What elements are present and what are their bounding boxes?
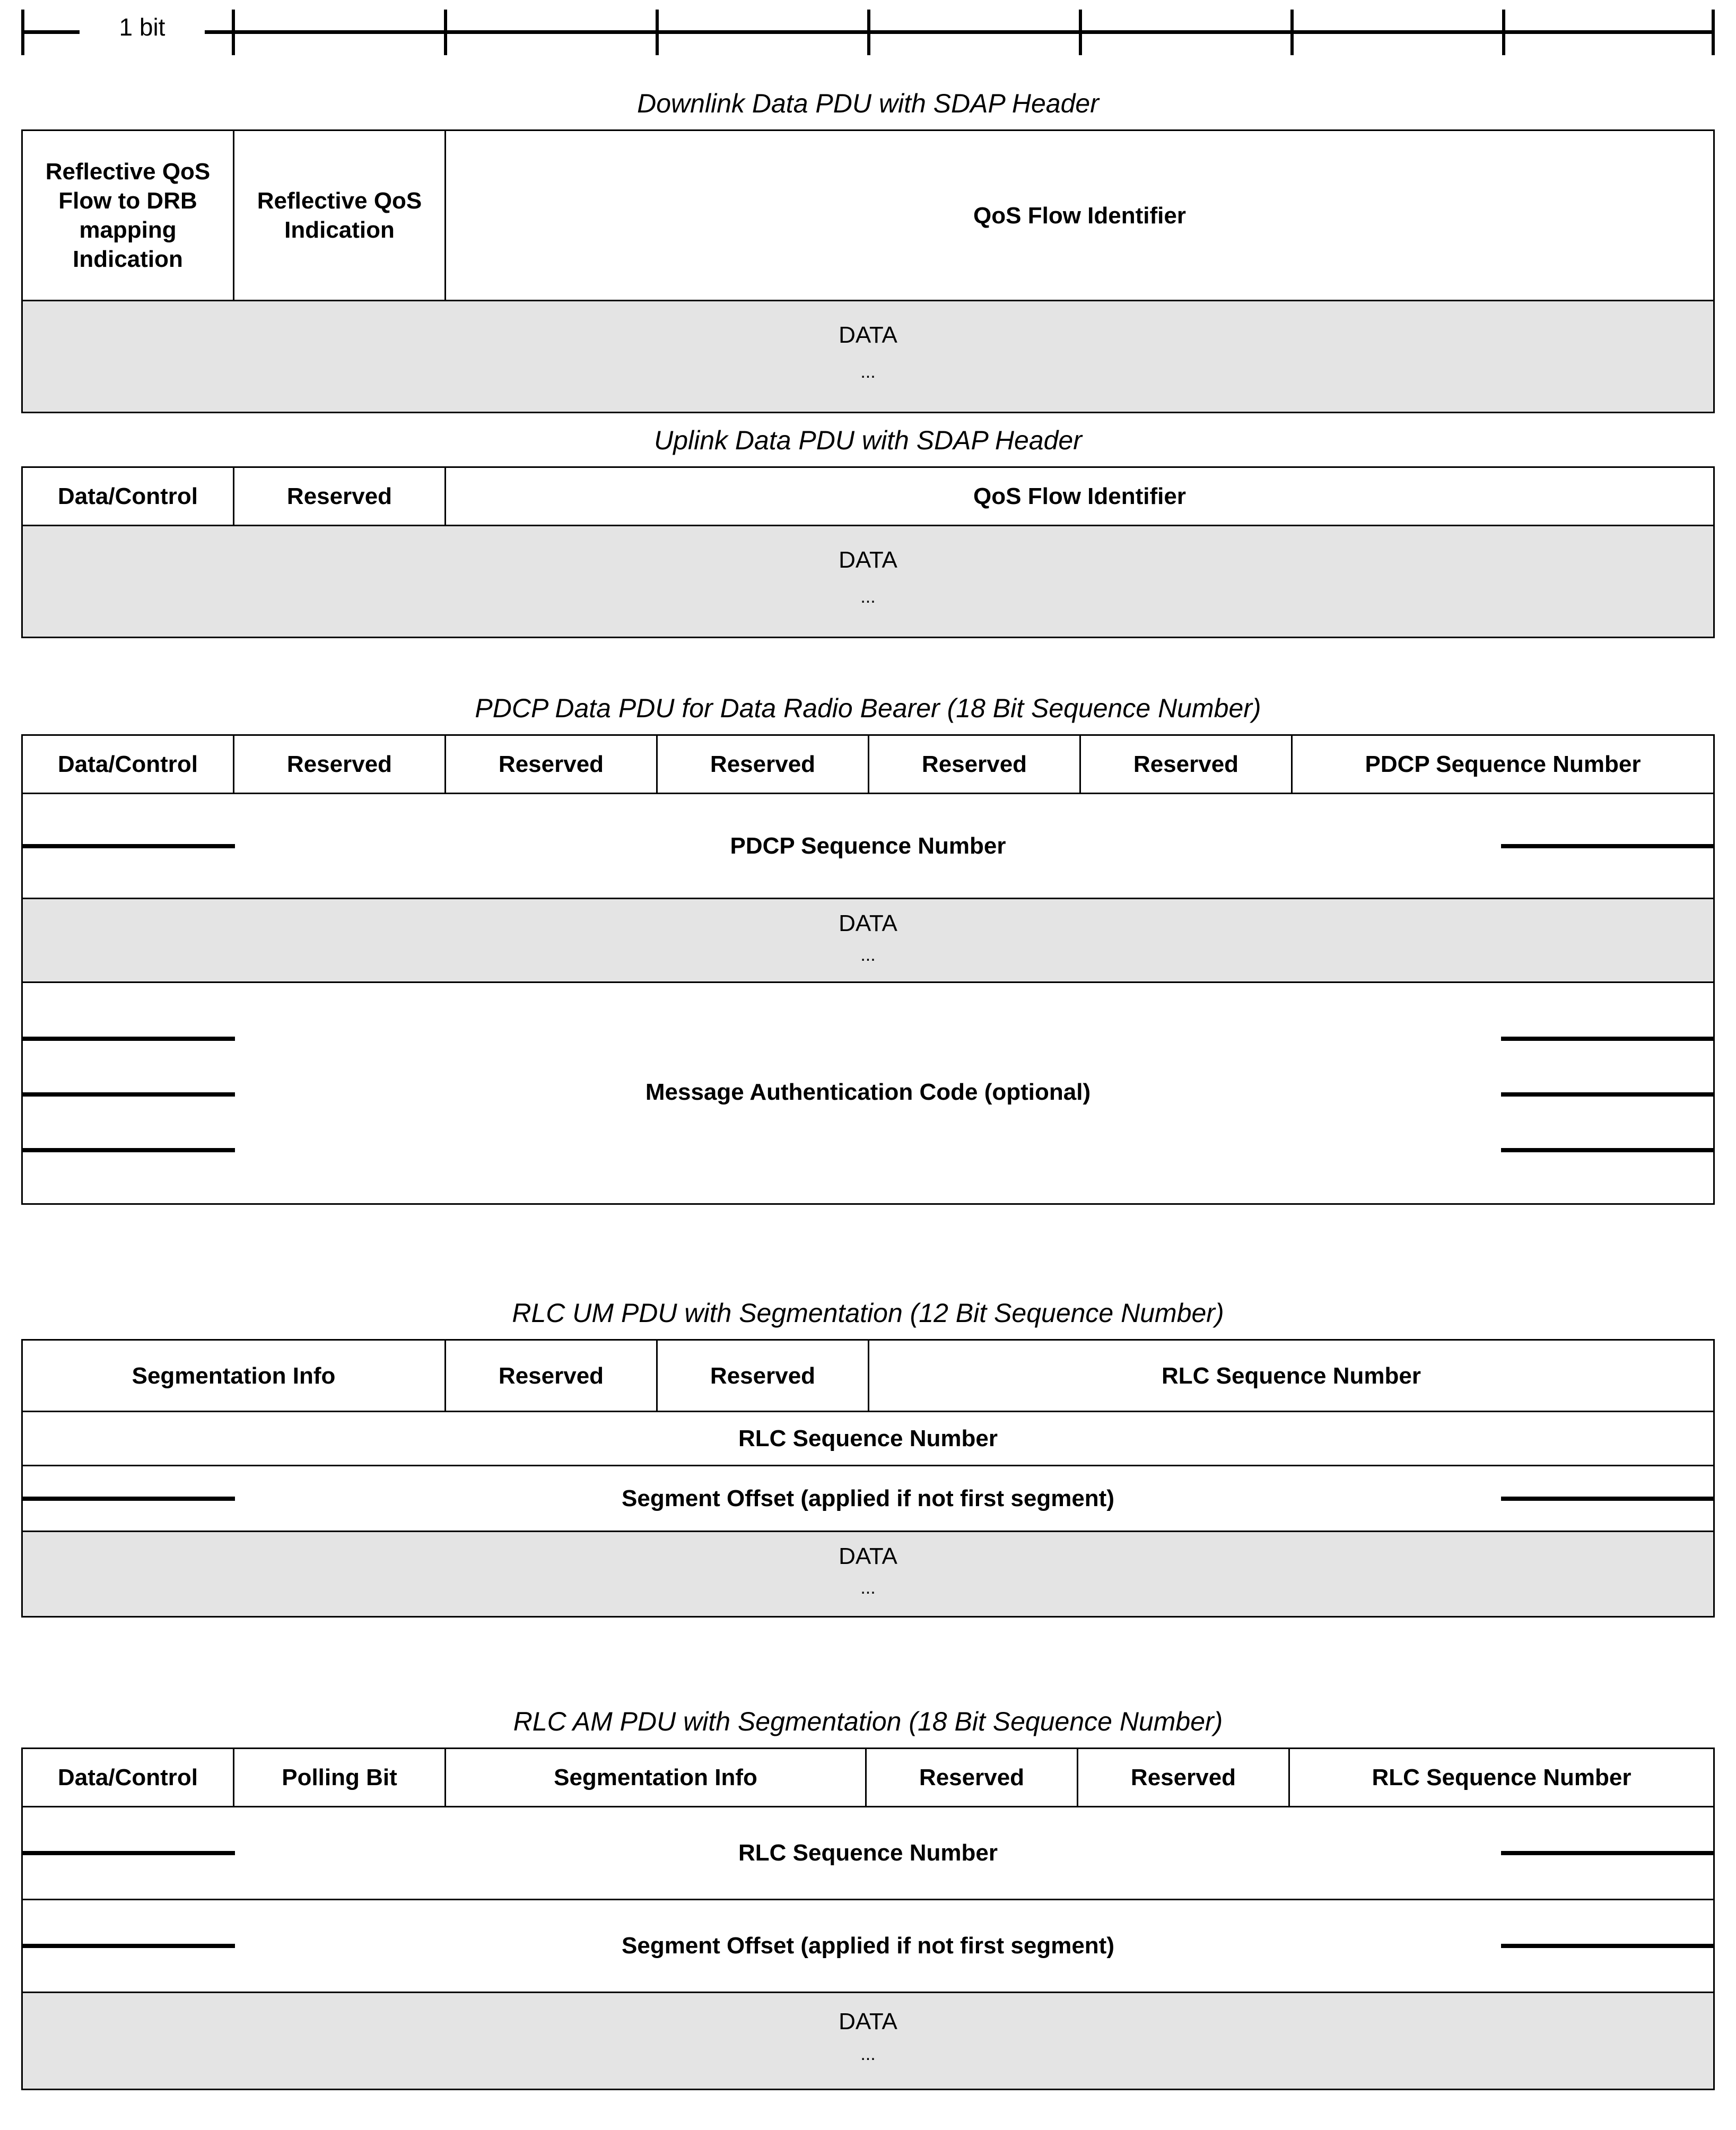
section-title: Uplink Data PDU with SDAP Header: [654, 425, 1082, 455]
field-cell: Segmentation Info: [23, 1341, 446, 1411]
field-cell: Reserved: [658, 1341, 869, 1411]
field-cell: Reserved: [867, 1749, 1078, 1806]
field-cell: Polling Bit: [234, 1749, 446, 1806]
field-label: Segment Offset (applied if not first segment): [622, 1485, 1114, 1511]
field-cell: Reflective QoS Indication: [234, 131, 446, 300]
pdu-continuation-row: [23, 1412, 1713, 1466]
field-cell: Data/Control: [23, 1749, 234, 1806]
data-label: DATA: [839, 1543, 897, 1569]
pdu-data-row: [23, 1993, 1713, 2089]
field-cell: Segmentation Info: [446, 1749, 867, 1806]
data-ellipsis: ...: [860, 945, 876, 965]
pdu-header-row: [23, 1749, 1713, 1807]
continuation-stub-left: [23, 1497, 235, 1501]
field-label: Message Authentication Code (optional): [645, 1079, 1091, 1105]
field-cell: Reserved: [234, 736, 446, 793]
field-cell: QoS Flow Identifier: [973, 202, 1186, 229]
data-ellipsis: ...: [860, 362, 876, 382]
section-downlink-sdap: [21, 85, 1715, 413]
field-cell: PDCP Sequence Number: [1365, 751, 1641, 777]
section-pdcp-data-pdu: [21, 690, 1715, 1205]
section-title: RLC UM PDU with Segmentation (12 Bit Sequence Number): [512, 1298, 1224, 1328]
pdu-header-row: [23, 131, 1713, 301]
ruler-tick: [867, 10, 870, 55]
field-cell: Reserved: [234, 468, 446, 525]
ruler-tick: [1290, 10, 1294, 55]
data-ellipsis: ...: [860, 587, 876, 607]
continuation-stub-left: [23, 1037, 235, 1041]
field-cell: RLC Sequence Number: [1162, 1362, 1421, 1389]
pdu-header-row: [23, 468, 1713, 526]
ruler-tick: [444, 10, 447, 55]
pdu-header-row: [23, 736, 1713, 794]
section-title: PDCP Data PDU for Data Radio Bearer (18 Bit Sequence Number): [475, 693, 1261, 723]
continuation-stub-right: [1501, 844, 1713, 848]
section-rlc-am-pdu: [21, 1703, 1715, 2090]
data-label: DATA: [839, 910, 897, 936]
continuation-stub-right: [1501, 1148, 1713, 1152]
mac-divider: [23, 1148, 1713, 1152]
continuation-stub-right: [1501, 1851, 1713, 1855]
ruler-tick: [1712, 10, 1715, 55]
ruler-tick: [1502, 10, 1505, 55]
pdu-continuation-row: [23, 1900, 1713, 1993]
pdu-data-row: [23, 526, 1713, 637]
ruler-tick: [21, 10, 24, 55]
field-cell: Data/Control: [23, 736, 234, 793]
field-cell: Reserved: [446, 1341, 658, 1411]
pdu-continuation-row: [23, 794, 1713, 899]
section-title: RLC AM PDU with Segmentation (18 Bit Sequence Number): [513, 1707, 1223, 1736]
pdu-table: [21, 129, 1715, 413]
field-cell: Reserved: [1081, 736, 1293, 793]
mac-divider: [23, 1037, 1713, 1041]
ruler-tick: [1079, 10, 1082, 55]
field-cell: Reserved: [658, 736, 869, 793]
pdu-continuation-row: [23, 1466, 1713, 1532]
bit-ruler: [21, 0, 1715, 58]
data-ellipsis: ...: [860, 2044, 876, 2064]
data-label: DATA: [839, 322, 897, 348]
ruler-tick: [232, 10, 235, 55]
pdu-data-row: [23, 301, 1713, 412]
mac-sub-row: [23, 1150, 1713, 1206]
field-cell: Reserved: [446, 736, 658, 793]
section-rlc-um-pdu: [21, 1294, 1715, 1618]
data-ellipsis: ...: [860, 1578, 876, 1598]
continuation-stub-left: [23, 1944, 235, 1948]
section-uplink-sdap: [21, 422, 1715, 638]
ruler-label: 1 bit: [80, 11, 205, 44]
data-label: DATA: [839, 2009, 897, 2035]
pdu-table: [21, 734, 1715, 1205]
continuation-stub-left: [23, 1851, 235, 1855]
mac-block: [23, 983, 1713, 1203]
pdu-continuation-row: [23, 1807, 1713, 1900]
pdu-data-row: [23, 899, 1713, 983]
pdu-header-row: [23, 1341, 1713, 1412]
field-label: PDCP Sequence Number: [730, 832, 1006, 859]
field-label: RLC Sequence Number: [738, 1425, 998, 1451]
field-cell: Data/Control: [23, 468, 234, 525]
ruler-tick: [656, 10, 659, 55]
mac-sub-row: [23, 983, 1713, 1039]
pdu-table: [21, 466, 1715, 638]
field-cell: Reflective QoS Flow to DRB mapping Indication: [23, 131, 234, 300]
continuation-stub-left: [23, 844, 235, 848]
field-label: RLC Sequence Number: [738, 1840, 998, 1866]
section-title: Downlink Data PDU with SDAP Header: [637, 89, 1099, 118]
continuation-stub-left: [23, 1148, 235, 1152]
field-cell: RLC Sequence Number: [1372, 1764, 1632, 1790]
field-cell: QoS Flow Identifier: [973, 483, 1186, 509]
continuation-stub-right: [1501, 1497, 1713, 1501]
pdu-table: [21, 1748, 1715, 2090]
continuation-stub-right: [1501, 1037, 1713, 1041]
field-label: Segment Offset (applied if not first segment): [622, 1933, 1114, 1959]
field-cell: Reserved: [869, 736, 1081, 793]
pdu-table: [21, 1339, 1715, 1618]
continuation-stub-right: [1501, 1944, 1713, 1948]
pdu-data-row: [23, 1532, 1713, 1616]
data-label: DATA: [839, 547, 897, 573]
field-cell: Reserved: [1078, 1749, 1290, 1806]
